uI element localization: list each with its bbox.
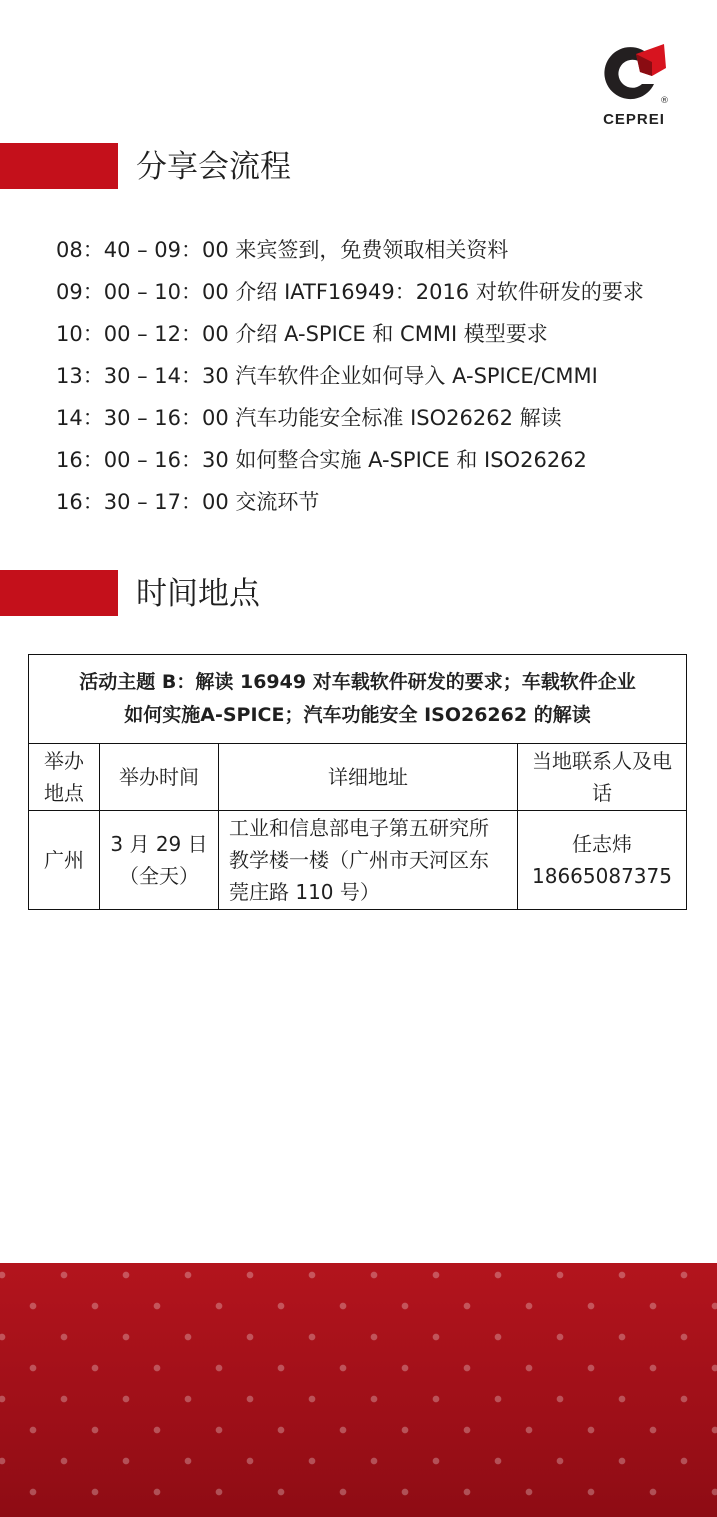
table-row xyxy=(29,811,687,910)
column-header-location: 举办地点 xyxy=(29,744,100,811)
schedule-item: 09：00 – 10：00 介绍 IATF16949：2016 对软件研发的要求 xyxy=(56,280,644,304)
schedule-item: 08：40 – 09：00 来宾签到，免费领取相关资料 xyxy=(56,238,509,262)
ceprei-logo xyxy=(592,36,676,132)
cell-contact xyxy=(518,811,687,910)
schedule-item: 14：30 – 16：00 汽车功能安全标准 ISO26262 解读 xyxy=(56,406,562,430)
cell-time xyxy=(100,811,219,910)
event-topic-line: 活动主题 B：解读 16949 对车载软件研发的要求；车载软件企业 xyxy=(79,671,636,693)
contact-phone: 18665087375 xyxy=(532,864,672,888)
contact-name: 任志炜 xyxy=(572,832,632,856)
table-topic-row xyxy=(29,655,687,744)
schedule-item: 10：00 – 12：00 介绍 A-SPICE 和 CMMI 模型要求 xyxy=(56,322,548,346)
decorative-dotted-band xyxy=(0,1263,717,1517)
section-header-flow xyxy=(0,143,420,191)
column-header-time: 举办时间 xyxy=(100,744,219,811)
venue-table xyxy=(28,654,687,910)
logo-text: CEPREI xyxy=(603,111,665,128)
table-header-row xyxy=(29,744,687,811)
cell-location: 广州 xyxy=(29,811,100,910)
schedule-item: 13：30 – 14：30 汽车软件企业如何导入 A-SPICE/CMMI xyxy=(56,364,598,388)
column-header-contact: 当地联系人及电话 xyxy=(518,744,687,811)
cell-address: 工业和信息部电子第五研究所教学楼一楼（广州市天河区东莞庄路 110 号） xyxy=(219,811,518,910)
section-title: 分享会流程 xyxy=(136,149,291,185)
event-duration: （全天） xyxy=(119,864,199,888)
section-title: 时间地点 xyxy=(136,576,260,612)
ceprei-emblem-icon xyxy=(596,36,670,110)
schedule-list xyxy=(56,232,696,526)
schedule-item: 16：00 – 16：30 如何整合实施 A-SPICE 和 ISO26262 xyxy=(56,448,587,472)
event-date: 3 月 29 日 xyxy=(110,832,208,856)
section-accent-bar xyxy=(0,143,118,189)
event-topic xyxy=(29,655,687,744)
event-topic-line: 如何实施A-SPICE；汽车功能安全 ISO26262 的解读 xyxy=(124,704,591,726)
registered-mark: ® xyxy=(660,96,669,106)
column-header-address: 详细地址 xyxy=(219,744,518,811)
section-header-venue xyxy=(0,570,420,618)
schedule-item: 16：30 – 17：00 交流环节 xyxy=(56,490,320,514)
section-accent-bar xyxy=(0,570,118,616)
